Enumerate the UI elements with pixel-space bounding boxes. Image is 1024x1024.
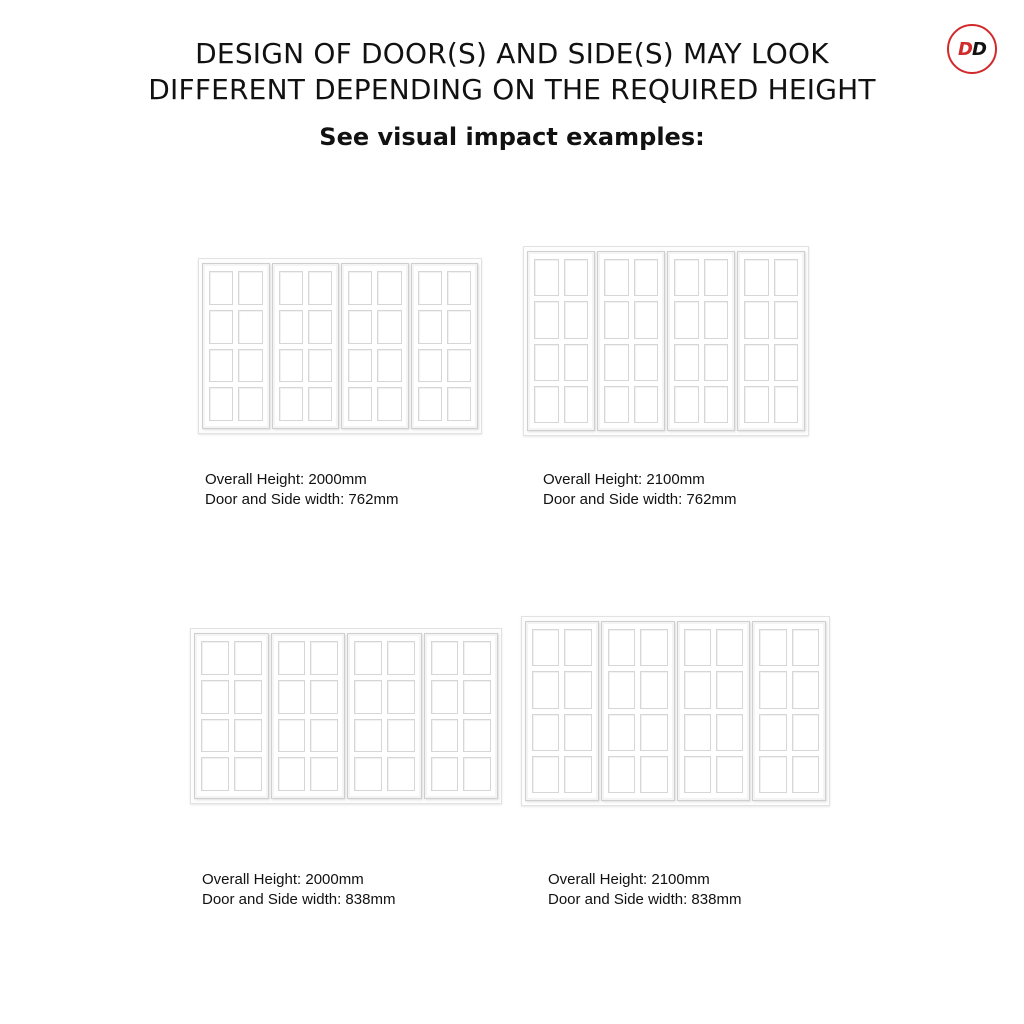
- glass-pane: [447, 349, 471, 383]
- door-panel-left: [597, 251, 665, 431]
- glass-pane: [604, 386, 629, 423]
- width-label: Door and Side width: 838mm: [202, 891, 396, 908]
- glass-pane: [354, 680, 382, 714]
- glass-pane: [348, 310, 372, 344]
- glass-pane: [279, 349, 303, 383]
- glass-pane: [418, 310, 442, 344]
- glass-pane: [354, 641, 382, 675]
- side-panel-left: [202, 263, 270, 429]
- glass-pane: [674, 386, 699, 423]
- height-label: Overall Height: 2100mm: [548, 871, 710, 888]
- header-subtitle: See visual impact examples:: [319, 123, 705, 151]
- glass-pane: [634, 386, 659, 423]
- glass-pane: [634, 301, 659, 338]
- glass-pane: [234, 641, 262, 675]
- glass-pane: [201, 719, 229, 753]
- glass-pane: [744, 301, 769, 338]
- brand-logo: [947, 24, 997, 74]
- glass-pane: [377, 271, 401, 305]
- glass-pane: [716, 671, 743, 708]
- glass-pane: [759, 756, 786, 793]
- glass-pane: [387, 757, 415, 791]
- glass-pane: [201, 641, 229, 675]
- glass-pane: [640, 629, 667, 666]
- glass-pane: [463, 641, 491, 675]
- header-line-2: DIFFERENT DEPENDING ON THE REQUIRED HEIGHT: [148, 73, 876, 106]
- glass-pane: [759, 629, 786, 666]
- glass-pane: [684, 714, 711, 751]
- glass-pane: [534, 259, 559, 296]
- glass-pane: [308, 310, 332, 344]
- caption-example-3: [202, 870, 395, 910]
- glass-pane: [308, 387, 332, 421]
- glass-pane: [534, 344, 559, 381]
- glass-pane: [564, 756, 591, 793]
- glass-pane: [774, 344, 799, 381]
- glass-pane: [716, 629, 743, 666]
- glass-pane: [608, 629, 635, 666]
- glass-pane: [759, 714, 786, 751]
- glass-pane: [604, 259, 629, 296]
- door-set-example-4: [521, 616, 830, 806]
- glass-pane: [348, 387, 372, 421]
- glass-pane: [704, 344, 729, 381]
- glass-pane: [674, 259, 699, 296]
- glass-pane: [377, 387, 401, 421]
- glass-pane: [608, 714, 635, 751]
- glass-pane: [640, 714, 667, 751]
- glass-pane: [608, 671, 635, 708]
- glass-pane: [532, 756, 559, 793]
- glass-pane: [704, 259, 729, 296]
- glass-pane: [234, 680, 262, 714]
- glass-pane: [463, 757, 491, 791]
- glass-pane: [774, 301, 799, 338]
- glass-pane: [532, 629, 559, 666]
- glass-pane: [348, 271, 372, 305]
- door-panel-right: [677, 621, 751, 801]
- caption-example-2: [543, 470, 736, 510]
- glass-pane: [792, 629, 819, 666]
- glass-pane: [792, 756, 819, 793]
- glass-pane: [744, 259, 769, 296]
- glass-pane: [431, 757, 459, 791]
- glass-pane: [674, 344, 699, 381]
- glass-pane: [604, 344, 629, 381]
- glass-pane: [387, 680, 415, 714]
- glass-pane: [716, 756, 743, 793]
- glass-pane: [684, 629, 711, 666]
- glass-pane: [201, 757, 229, 791]
- glass-pane: [532, 671, 559, 708]
- glass-pane: [354, 757, 382, 791]
- glass-pane: [310, 757, 338, 791]
- door-set-example-2: [523, 246, 809, 436]
- glass-pane: [234, 757, 262, 791]
- door-set-example-3: [190, 628, 502, 804]
- glass-pane: [744, 386, 769, 423]
- glass-pane: [431, 641, 459, 675]
- glass-pane: [310, 641, 338, 675]
- glass-pane: [279, 310, 303, 344]
- glass-pane: [634, 259, 659, 296]
- glass-pane: [564, 301, 589, 338]
- caption-example-4: [548, 870, 741, 910]
- glass-pane: [564, 344, 589, 381]
- glass-pane: [387, 719, 415, 753]
- glass-pane: [564, 386, 589, 423]
- side-panel-right: [411, 263, 479, 429]
- glass-pane: [447, 310, 471, 344]
- glass-pane: [387, 641, 415, 675]
- glass-pane: [431, 680, 459, 714]
- glass-pane: [634, 344, 659, 381]
- glass-pane: [278, 719, 306, 753]
- glass-pane: [377, 349, 401, 383]
- glass-pane: [431, 719, 459, 753]
- glass-pane: [238, 271, 262, 305]
- glass-pane: [792, 714, 819, 751]
- glass-pane: [759, 671, 786, 708]
- glass-pane: [564, 259, 589, 296]
- glass-pane: [418, 271, 442, 305]
- width-label: Door and Side width: 762mm: [543, 491, 737, 508]
- door-panel-right: [347, 633, 422, 799]
- glass-pane: [640, 756, 667, 793]
- glass-pane: [564, 671, 591, 708]
- width-label: Door and Side width: 838mm: [548, 891, 742, 908]
- door-panel-left: [272, 263, 340, 429]
- glass-pane: [532, 714, 559, 751]
- width-label: Door and Side width: 762mm: [205, 491, 399, 508]
- glass-pane: [279, 271, 303, 305]
- height-label: Overall Height: 2100mm: [543, 471, 705, 488]
- glass-pane: [534, 301, 559, 338]
- header-line-1: DESIGN OF DOOR(S) AND SIDE(S) MAY LOOK: [195, 37, 829, 70]
- side-panel-left: [527, 251, 595, 431]
- glass-pane: [418, 387, 442, 421]
- glass-pane: [348, 349, 372, 383]
- glass-pane: [201, 680, 229, 714]
- side-panel-right: [737, 251, 805, 431]
- glass-pane: [608, 756, 635, 793]
- glass-pane: [604, 301, 629, 338]
- height-label: Overall Height: 2000mm: [205, 471, 367, 488]
- glass-pane: [792, 671, 819, 708]
- glass-pane: [209, 310, 233, 344]
- height-label: Overall Height: 2000mm: [202, 871, 364, 888]
- glass-pane: [238, 310, 262, 344]
- glass-pane: [278, 680, 306, 714]
- glass-pane: [308, 271, 332, 305]
- glass-pane: [463, 719, 491, 753]
- glass-pane: [354, 719, 382, 753]
- glass-pane: [238, 349, 262, 383]
- glass-pane: [744, 344, 769, 381]
- glass-pane: [418, 349, 442, 383]
- door-set-example-1: [198, 258, 482, 434]
- glass-pane: [308, 349, 332, 383]
- glass-pane: [234, 719, 262, 753]
- glass-pane: [310, 680, 338, 714]
- glass-pane: [640, 671, 667, 708]
- glass-pane: [447, 271, 471, 305]
- glass-pane: [774, 259, 799, 296]
- glass-pane: [463, 680, 491, 714]
- glass-pane: [704, 301, 729, 338]
- side-panel-right: [424, 633, 499, 799]
- glass-pane: [209, 271, 233, 305]
- glass-pane: [209, 387, 233, 421]
- glass-pane: [310, 719, 338, 753]
- glass-pane: [684, 671, 711, 708]
- door-panel-right: [341, 263, 409, 429]
- side-panel-left: [525, 621, 599, 801]
- glass-pane: [278, 757, 306, 791]
- side-panel-right: [752, 621, 826, 801]
- glass-pane: [238, 387, 262, 421]
- header: [0, 36, 1024, 152]
- glass-pane: [279, 387, 303, 421]
- door-panel-left: [271, 633, 346, 799]
- glass-pane: [564, 629, 591, 666]
- glass-pane: [278, 641, 306, 675]
- glass-pane: [774, 386, 799, 423]
- glass-pane: [704, 386, 729, 423]
- glass-pane: [716, 714, 743, 751]
- door-panel-left: [601, 621, 675, 801]
- glass-pane: [534, 386, 559, 423]
- logo-letter-1: D: [958, 38, 972, 60]
- logo-letter-2: D: [972, 38, 986, 60]
- glass-pane: [209, 349, 233, 383]
- glass-pane: [447, 387, 471, 421]
- side-panel-left: [194, 633, 269, 799]
- caption-example-1: [205, 470, 398, 510]
- door-panel-right: [667, 251, 735, 431]
- glass-pane: [674, 301, 699, 338]
- glass-pane: [684, 756, 711, 793]
- glass-pane: [564, 714, 591, 751]
- glass-pane: [377, 310, 401, 344]
